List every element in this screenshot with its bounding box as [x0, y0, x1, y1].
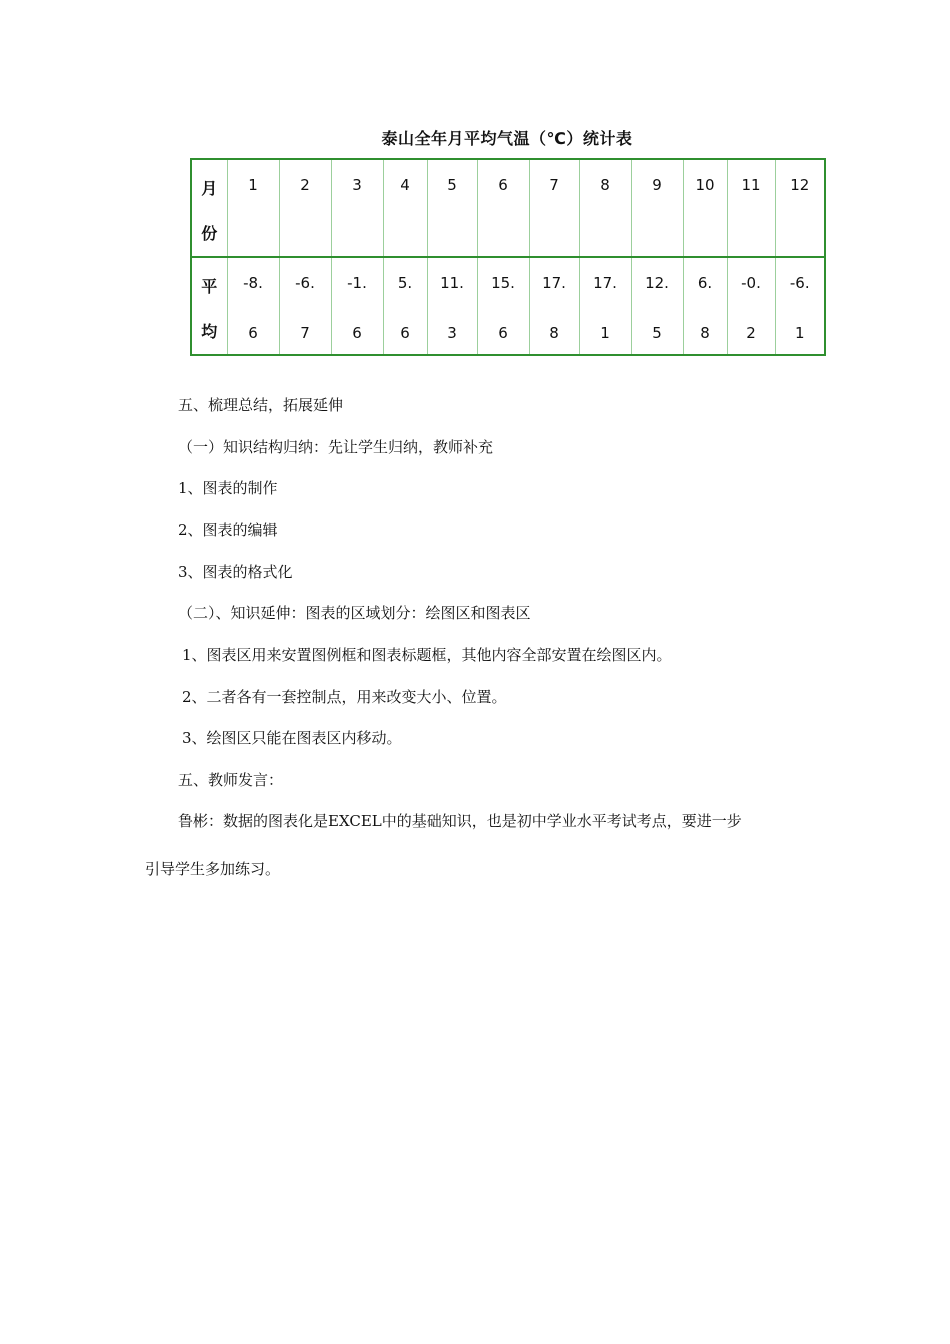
average-value-part: -8.: [243, 274, 263, 292]
month-value: 11: [741, 176, 761, 194]
average-cell: [631, 257, 683, 355]
average-value-part: 17.: [593, 274, 617, 292]
month-cell: [631, 159, 683, 257]
average-value-part: -0.: [741, 274, 761, 292]
month-cell: [427, 159, 477, 257]
average-row: [191, 257, 825, 355]
month-value: 5: [447, 176, 457, 194]
average-cell: [477, 257, 529, 355]
average-value-part: 5.: [397, 274, 413, 292]
average-cell: [579, 257, 631, 355]
average-row-header: [191, 257, 227, 355]
month-value: 8: [600, 176, 610, 194]
month-value: 6: [498, 176, 508, 194]
average-value-part: 6: [498, 324, 508, 342]
average-cell: [683, 257, 727, 355]
average-cell: [383, 257, 427, 355]
average-value-part: 6: [248, 324, 258, 342]
average-value-part: 15.: [491, 274, 515, 292]
average-value-part: -6.: [789, 274, 810, 292]
average-value-part: 17.: [542, 274, 566, 292]
month-cell: [383, 159, 427, 257]
month-cell: [727, 159, 775, 257]
month-value: 9: [652, 176, 662, 194]
section-five-b-title: 五、教师发言：: [178, 771, 284, 789]
subsection-two: （二）、知识延伸：图表的区域划分：绘图区和图表区: [178, 604, 531, 622]
average-cell: [331, 257, 383, 355]
average-value-part: 1: [794, 324, 805, 342]
month-value: 3: [352, 176, 362, 194]
average-cell: [727, 257, 775, 355]
month-value: 1: [248, 176, 258, 194]
month-cell: [279, 159, 331, 257]
average-header-char: 平: [201, 277, 218, 296]
list-item: 1、图表区用来安置图例框和图表标题框，其他内容全部安置在绘图区内。: [182, 646, 672, 664]
average-value-part: 8: [549, 324, 559, 342]
subsection-one: （一）知识结构归纳：先让学生归纳，教师补充: [178, 438, 494, 456]
average-value-part: 5: [652, 324, 662, 342]
average-header-char: 均: [201, 322, 218, 341]
month-value: 10: [695, 176, 715, 194]
average-cell: [427, 257, 477, 355]
average-cell: [227, 257, 279, 355]
month-header-char: 月: [201, 179, 218, 198]
average-cell: [279, 257, 331, 355]
speech-line-1: 鲁彬：数据的图表化是EXCEL中的基础知识，也是初中学业水平考试考点，要进一步: [178, 812, 742, 830]
average-value-part: 8: [700, 324, 710, 342]
average-value-part: 11.: [440, 274, 464, 292]
average-value-part: -6.: [295, 274, 315, 292]
list-item: 2、图表的编辑: [178, 521, 278, 539]
month-value: 2: [300, 176, 310, 194]
average-value-part: 2: [746, 324, 756, 342]
month-header-char: 份: [201, 224, 218, 243]
speech-line-2: 引导学生多加练习。: [145, 860, 281, 878]
average-value-part: 6: [400, 324, 410, 342]
month-value: 7: [549, 176, 559, 194]
month-value: 4: [400, 176, 410, 194]
month-value: 12: [790, 176, 810, 194]
list-item: 3、绘图区只能在图表区内移动。: [182, 729, 402, 747]
section-five-title: 五、梳理总结，拓展延伸: [178, 396, 344, 414]
average-value-part: -1.: [347, 274, 367, 292]
average-cell: [529, 257, 579, 355]
month-row: [191, 159, 825, 257]
average-cell: [775, 257, 825, 355]
list-item: 3、图表的格式化: [178, 563, 293, 581]
average-value-part: 12.: [645, 274, 669, 292]
average-value-part: 7: [300, 324, 310, 342]
month-cell: [331, 159, 383, 257]
average-value-part: 1: [600, 324, 610, 342]
list-item: 2、二者各有一套控制点，用来改变大小、位置。: [182, 688, 507, 706]
average-value-part: 6: [352, 324, 362, 342]
month-cell: [579, 159, 631, 257]
temperature-table: [190, 158, 826, 356]
month-cell: [529, 159, 579, 257]
average-value-part: 3: [447, 324, 457, 342]
month-cell: [683, 159, 727, 257]
table-title: 泰山全年月平均气温（℃）统计表: [381, 129, 633, 148]
month-cell: [227, 159, 279, 257]
month-row-header: [191, 159, 227, 257]
month-cell: [477, 159, 529, 257]
month-cell: [775, 159, 825, 257]
average-value-part: 6.: [697, 274, 713, 292]
list-item: 1、图表的制作: [178, 479, 278, 497]
